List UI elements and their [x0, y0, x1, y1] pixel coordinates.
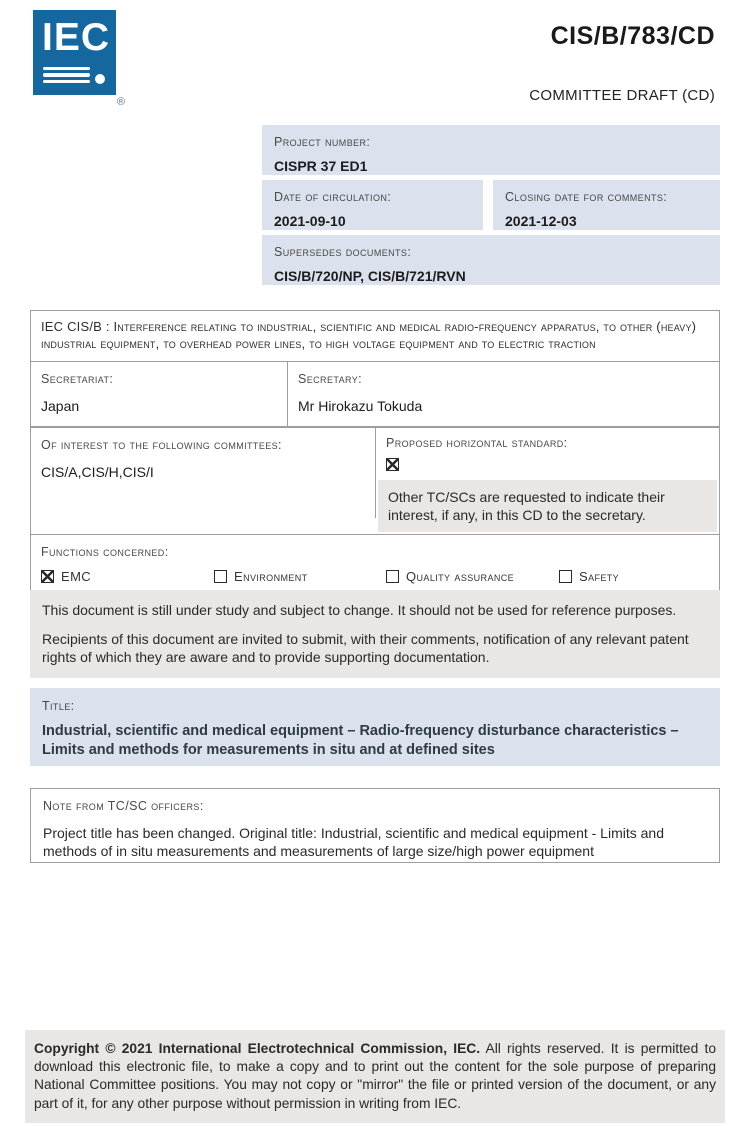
closing-date-value: 2021-12-03	[505, 213, 577, 229]
project-info-block	[262, 125, 720, 285]
environment-label: Environment	[234, 569, 308, 585]
document-title: Industrial, scientific and medical equipment – Radio-frequency disturbance characteristics – Limits and methods for measurements in situ and at defined sites	[42, 723, 679, 759]
committee-description: IEC CIS/B : Interference relating to industrial, scientific and medical radio-frequency apparatus, to other (heavy) industrial equipment, to overhead power lines, to high voltage equipment and to electric traction	[31, 311, 719, 362]
emc-checkbox[interactable]	[41, 570, 54, 583]
supersedes-label: Supersedes documents:	[274, 245, 412, 259]
supersedes-value: CIS/B/720/NP, CIS/B/721/RVN	[274, 268, 466, 284]
notice-paragraph-2: Recipients of this document are invited to submit, with their comments, notification of any relevant patent rights of which they are aware and to provide supporting documentation.	[42, 631, 689, 666]
title-block	[30, 688, 720, 766]
quality-assurance-label: Quality assurance	[406, 569, 515, 585]
safety-checkbox[interactable]	[559, 570, 572, 583]
note-text: Project title has been changed. Original title: Industrial, scientific and medical equipment - Limits and methods of in situ measurements and measurements of large size/high power equipment	[43, 825, 664, 860]
document-type: COMMITTEE DRAFT (CD)	[529, 87, 715, 104]
of-interest-label: Of interest to the following committees:	[41, 438, 282, 452]
horizontal-standard-cell	[376, 428, 719, 534]
functions-concerned-row	[31, 534, 719, 595]
quality-assurance-checkbox[interactable]	[386, 570, 399, 583]
supersedes-box	[262, 235, 720, 285]
project-number-value: CISPR 37 ED1	[274, 158, 368, 174]
copyright-bold-lead: Copyright © 2021 International Electrotechnical Commission, IEC.	[34, 1041, 481, 1056]
copyright-body: All rights reserved. It is permitted to download this electronic file, to make a copy and to print out the content for the sole purpose of preparing National Committee positions. You may not copy or "mirror" the file or printed version of the document, or any part of it, for any other purpose without permission in writing from IEC.	[34, 1041, 716, 1111]
copyright-text	[34, 1040, 716, 1113]
secretary-cell	[288, 362, 719, 426]
project-number-box	[262, 125, 720, 175]
committee-table	[30, 310, 720, 427]
document-number: CIS/B/783/CD	[550, 22, 715, 50]
secretary-value: Mr Hirokazu Tokuda	[298, 397, 423, 414]
function-option-emc	[41, 569, 214, 584]
iec-logo-lines-icon	[43, 66, 105, 84]
closing-date-label: Closing date for comments:	[505, 190, 668, 204]
title-label: Title:	[42, 699, 75, 713]
project-number-label: Project number:	[274, 135, 371, 149]
iec-logo-box	[33, 10, 125, 108]
horizontal-standard-note: Other TC/SCs are requested to indicate their interest, if any, in this CD to the secretary.	[378, 480, 717, 532]
registered-trademark-symbol: ®	[116, 96, 125, 108]
iec-logo	[33, 10, 125, 108]
safety-label: Safety	[579, 569, 620, 585]
secretary-label: Secretary:	[298, 371, 362, 386]
horizontal-standard-checkbox[interactable]	[386, 458, 399, 471]
date-of-circulation-label: Date of circulation:	[274, 190, 392, 204]
notice-paragraph-1: This document is still under study and subject to change. It should not be used for reference purposes.	[42, 602, 677, 618]
secretariat-cell	[31, 362, 288, 426]
date-of-circulation-box	[262, 180, 483, 230]
functions-concerned-label: Functions concerned:	[41, 545, 169, 560]
environment-checkbox[interactable]	[214, 570, 227, 583]
of-interest-cell	[31, 428, 376, 518]
interest-table	[30, 427, 720, 596]
header-right	[529, 22, 715, 104]
of-interest-value: CIS/A,CIS/H,CIS/I	[41, 464, 154, 480]
secretariat-value: Japan	[41, 397, 80, 414]
copyright-block	[25, 1030, 725, 1123]
iec-logo-text: IEC	[42, 16, 111, 59]
function-option-quality-assurance	[386, 569, 559, 584]
emc-label: EMC	[61, 569, 92, 585]
closing-date-box	[493, 180, 720, 230]
horizontal-standard-label: Proposed horizontal standard:	[386, 436, 568, 450]
secretariat-label: Secretariat:	[41, 371, 114, 386]
function-option-safety	[559, 569, 619, 584]
note-label: Note from TC/SC officers:	[43, 799, 204, 813]
date-of-circulation-value: 2021-09-10	[274, 213, 346, 229]
note-from-officers-block	[30, 788, 720, 863]
study-notice	[30, 590, 720, 678]
function-option-environment	[214, 569, 386, 584]
